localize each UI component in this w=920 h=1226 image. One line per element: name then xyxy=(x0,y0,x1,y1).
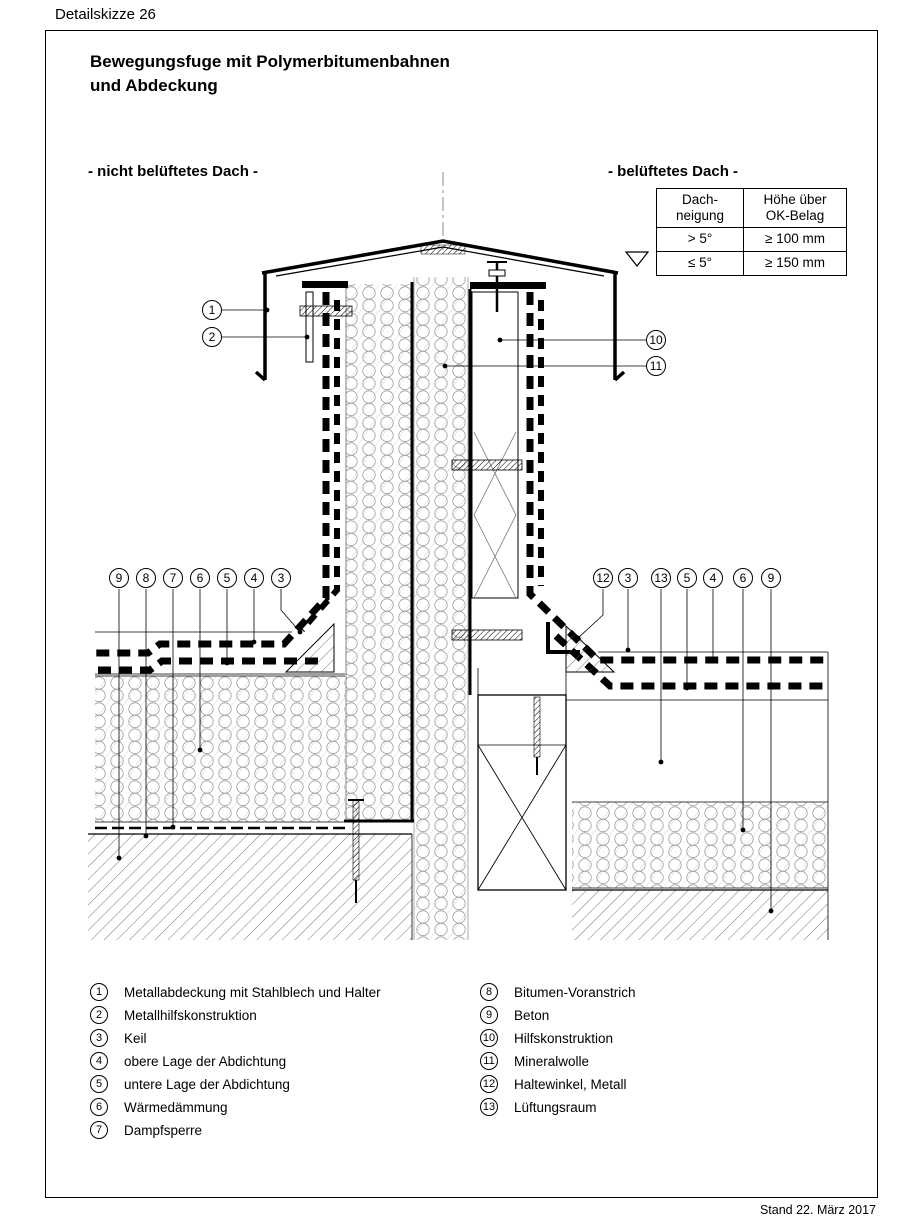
level-marker-icon xyxy=(626,252,648,266)
callout-circle: 8 xyxy=(136,568,156,588)
legend-text: untere Lage der Abdichtung xyxy=(124,1076,290,1092)
callout-circle: 12 xyxy=(593,568,613,588)
callout-circle: 3 xyxy=(271,568,291,588)
legend-text: Keil xyxy=(124,1030,147,1046)
right-wedge xyxy=(566,626,614,672)
legend-item xyxy=(90,1121,202,1139)
callout-circle: 1 xyxy=(202,300,222,320)
callout-circle: 3 xyxy=(618,568,638,588)
timber-frame xyxy=(472,292,518,598)
legend-number: 1 xyxy=(90,983,108,1001)
legend-number: 12 xyxy=(480,1075,498,1093)
left-membranes xyxy=(95,292,337,670)
legend-item xyxy=(480,983,636,1001)
legend-text: obere Lage der Abdichtung xyxy=(124,1053,287,1069)
legend-item xyxy=(480,1075,627,1093)
slope-value: > 5° xyxy=(657,228,744,252)
legend-item xyxy=(480,1029,613,1047)
screw-icon xyxy=(534,697,540,757)
left-wedge xyxy=(286,624,334,672)
legend-number: 11 xyxy=(480,1052,498,1070)
callout-circle: 7 xyxy=(163,568,183,588)
legend-number: 6 xyxy=(90,1098,108,1116)
legend-number: 4 xyxy=(90,1052,108,1070)
legend-item xyxy=(90,983,381,1001)
right-concrete xyxy=(572,890,828,940)
legend-number: 13 xyxy=(480,1098,498,1116)
col-height-l2: OK-Belag xyxy=(765,208,825,223)
document-label: Detailskizze 26 xyxy=(55,6,156,23)
section-label-left: - nicht belüftetes Dach - xyxy=(88,163,259,180)
right-insulation xyxy=(572,802,828,888)
legend-number: 7 xyxy=(90,1121,108,1139)
lower-right-board xyxy=(478,668,566,890)
right-roof-layers xyxy=(572,652,828,940)
legend-text: Bitumen-Voranstrich xyxy=(514,984,636,1000)
page-title-line2: und Abdeckung xyxy=(90,75,218,95)
screw-icon xyxy=(452,630,522,640)
callout-circle: 6 xyxy=(190,568,210,588)
legend-item xyxy=(90,1075,290,1093)
legend-number: 9 xyxy=(480,1006,498,1024)
legend-number: 8 xyxy=(480,983,498,1001)
section-label-right: - belüftetes Dach - xyxy=(608,163,739,180)
callout-circle: 5 xyxy=(217,568,237,588)
callout-circle: 6 xyxy=(733,568,753,588)
callout-circle: 13 xyxy=(651,568,671,588)
legend-item xyxy=(480,1098,597,1116)
joint-mineral-wool xyxy=(414,277,468,940)
slope-value: ≤ 5° xyxy=(657,252,744,276)
screw-icon xyxy=(452,460,522,470)
legend-text: Metallabdeckung mit Stahlblech und Halter xyxy=(124,984,381,1000)
legend-text: Dampfsperre xyxy=(124,1122,203,1138)
legend-item xyxy=(90,1098,228,1116)
col-slope-l2: neigung xyxy=(675,208,725,223)
callout-circle: 11 xyxy=(646,356,666,376)
legend-text: Lüftungsraum xyxy=(514,1099,597,1115)
legend-number: 5 xyxy=(90,1075,108,1093)
callout-circle: 10 xyxy=(646,330,666,350)
callout-circle: 4 xyxy=(703,568,723,588)
callout-circle: 5 xyxy=(677,568,697,588)
legend-text: Mineralwolle xyxy=(514,1053,590,1069)
legend-item xyxy=(90,1006,257,1024)
height-value: ≥ 150 mm xyxy=(744,252,847,276)
callout-circle: 9 xyxy=(109,568,129,588)
ridge-joint-filler xyxy=(421,245,465,254)
legend-text: Metallhilfskonstruktion xyxy=(124,1007,257,1023)
page-title-line1: Bewegungsfuge mit Polymerbitumenbahnen xyxy=(90,52,450,71)
legend-item xyxy=(90,1029,147,1047)
col-slope-l1: Dach- xyxy=(681,191,718,207)
legend-text: Beton xyxy=(514,1007,550,1023)
legend-number: 2 xyxy=(90,1006,108,1024)
legend-number: 3 xyxy=(90,1029,108,1047)
legend-number: 10 xyxy=(480,1029,498,1047)
legend-text: Hilfskonstruktion xyxy=(514,1030,614,1046)
revision-date: Stand 22. März 2017 xyxy=(759,1203,876,1217)
callout-circle: 4 xyxy=(244,568,264,588)
legend-item xyxy=(480,1006,549,1024)
legend-item xyxy=(90,1052,286,1070)
height-value: ≥ 100 mm xyxy=(744,228,847,252)
legend-text: Wärmedämmung xyxy=(124,1099,228,1115)
legend-item xyxy=(480,1052,589,1070)
left-concrete xyxy=(88,834,412,940)
legend-text: Haltewinkel, Metall xyxy=(514,1076,627,1092)
left-insulation xyxy=(95,676,345,822)
callout-circle: 9 xyxy=(761,568,781,588)
callout-circle: 2 xyxy=(202,327,222,347)
col-height-l1: Höhe über xyxy=(763,191,827,207)
